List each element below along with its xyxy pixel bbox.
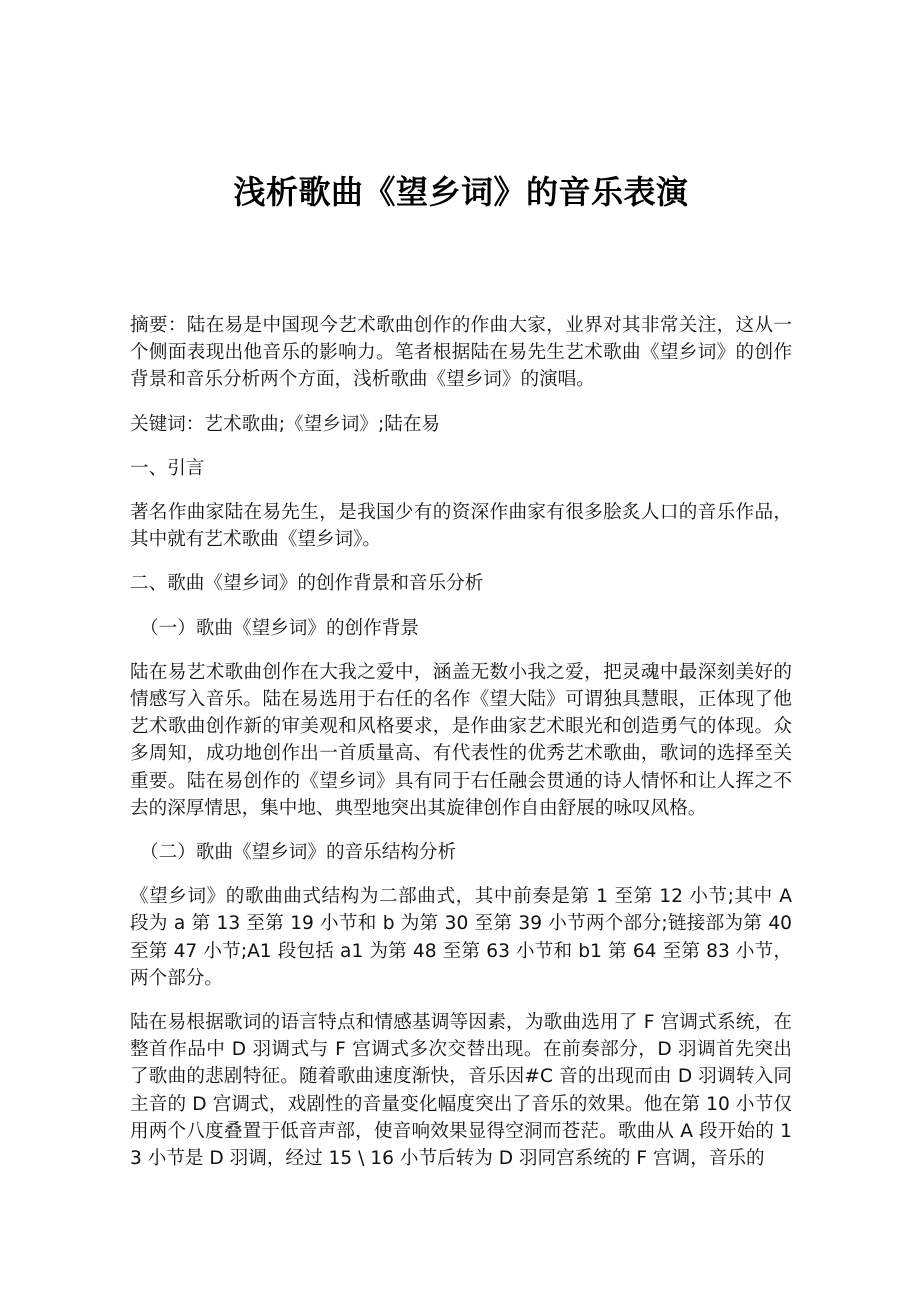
section-1-paragraph-1: 著名作曲家陆在易先生，是我国少有的资深作曲家有很多脍炙人口的音乐作品，其中就有艺术歌曲《望乡词》。 — [130, 502, 792, 551]
page-title: 浅析歌曲《望乡词》的音乐表演 — [233, 173, 689, 211]
document-body — [130, 212, 792, 1172]
section-heading-2: 二、歌曲《望乡词》的创作背景和音乐分析 — [130, 573, 484, 595]
section-heading-1: 一、引言 — [130, 457, 205, 479]
subsection-2-1-paragraph-1: 陆在易艺术歌曲创作在大我之爱中，涵盖无数小我之爱，把灵魂中最深刻美好的情感写入音乐。陆在易选用于右任的名作《望大陆》可谓独具慧眼，正体现了他艺术歌曲创作新的审美观和风格要求，是作曲家艺术眼光和创造勇气的体现。众多周知，成功地创作出一首质量高、有代表性的优秀艺术歌曲，歌词的选择至关重要。陆在易创作的《望乡词》具有同于右任融会贯通的诗人情怀和让人挥之不去的深厚情思，集中地、典型地突出其旋律创作自由舒展的咏叹风格。 — [130, 661, 792, 819]
keywords-line: 关键词：艺术歌曲;《望乡词》;陆在易 — [130, 413, 441, 435]
subsection-2-2-paragraph-1: 《望乡词》的歌曲曲式结构为二部曲式，其中前奏是第 1 至第 12 小节;其中 A 段为 a 第 13 至第 19 小节和 b 为第 30 至第 39 小节两个部分;链接部为第 40 至第 47 小节;A1 段包括 a1 为第 48 至第 63 小节和 b1 第 64 至第 83 小节，两个部分。 — [130, 886, 792, 989]
subsection-2-2-paragraph-2: 陆在易根据歌词的语言特点和情感基调等因素，为歌曲选用了 F 宫调式系统，在整首作品中 D 羽调式与 F 宫调式多次交替出现。在前奏部分，D 羽调首先突出了歌曲的悲剧特征。随着歌曲速度渐快，音乐因#C 音的出现而由 D 羽调转入同主音的 D 宫调式，戏剧性的音量变化幅度突出了音乐的效果。他在第 10 小节仅用两个八度叠置于低音声部，使音响效果显得空洞而苍茫。歌曲从 A 段开始的 13 小节是 D 羽调，经过 15 \ 16 小节后转为 D 羽同宫系统的 F 宫调，音乐的 — [130, 1012, 792, 1170]
subsection-heading-2-2: （二）歌曲《望乡词》的音乐结构分析 — [140, 842, 457, 864]
subsection-heading-2-1: （一）歌曲《望乡词》的创作背景 — [140, 617, 419, 639]
document-content — [130, 0, 792, 1189]
abstract-paragraph: 摘要：陆在易是中国现今艺术歌曲创作的作曲大家，业界对其非常关注，这从一个侧面表现出他音乐的影响力。笔者根据陆在易先生艺术歌曲《望乡词》的创作背景和音乐分析两个方面，浅析歌曲《望乡词》的演唱。 — [130, 315, 792, 391]
